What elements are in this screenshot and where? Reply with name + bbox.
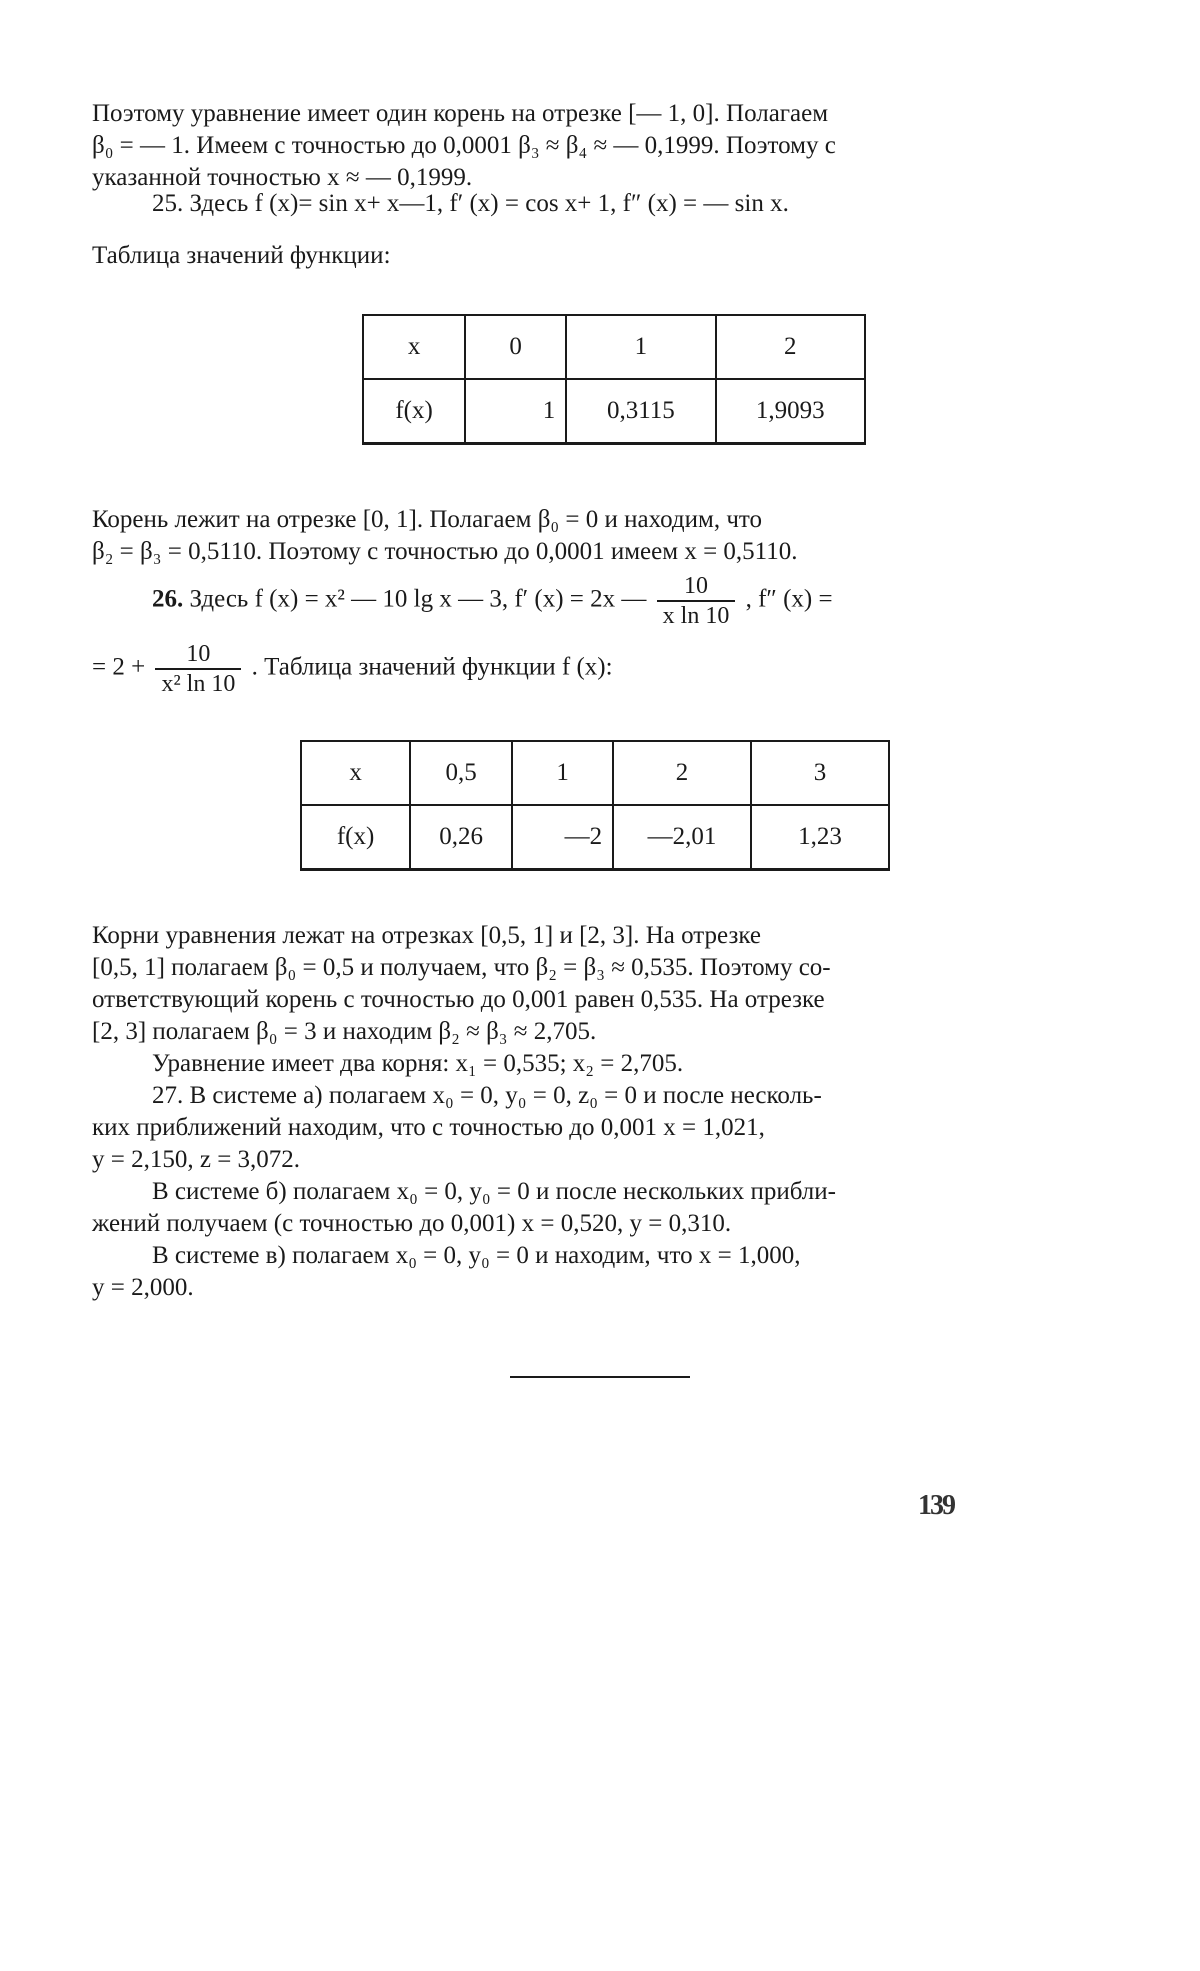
- problem-text: Здесь f (x) = x² — 10 lg x — 3, f′ (x) = 2x —: [189, 585, 647, 613]
- text-line: β₂ = β₃ = 0,5110. Поэтому с точностью до 0,0001 имеем x = 0,5110.: [92, 538, 798, 565]
- text-line: 27. В системе а) полагаем x₀ = 0, y₀ = 0, z₀ = 0 и после несколь-: [152, 1082, 822, 1109]
- text-line: ответствующий корень с точностью до 0,001 равен 0,535. На отрезке: [92, 986, 825, 1013]
- values-table-2: [300, 740, 890, 871]
- problem-text: = 2 +: [92, 653, 146, 681]
- table-cell: x: [363, 315, 465, 379]
- text-line: Поэтому уравнение имеет один корень на отрезке [— 1, 0]. Полагаем: [92, 100, 829, 127]
- table-cell: 3: [751, 741, 889, 805]
- text-line: Уравнение имеет два корня: x₁ = 0,535; x₂ = 2,705.: [152, 1050, 684, 1077]
- table-cell: 0,26: [410, 805, 512, 869]
- problem-25: [92, 188, 1100, 220]
- text-line: [2, 3] полагаем β₀ = 3 и находим β₂ ≈ β₃ ≈ 2,705.: [92, 1018, 597, 1045]
- text-line: y = 2,000.: [92, 1274, 194, 1301]
- problem-26-line-1: [92, 572, 833, 630]
- fraction: [657, 572, 736, 630]
- table-cell: 2: [716, 315, 865, 379]
- table-cell: 1: [566, 315, 715, 379]
- table-caption-1: [92, 240, 1100, 272]
- paragraph-after-table-2: [92, 920, 1100, 1080]
- table-cell: 0: [465, 315, 566, 379]
- text-line: [0,5, 1] полагаем β₀ = 0,5 и получаем, что β₂ = β₃ ≈ 0,535. Поэтому со-: [92, 954, 831, 981]
- table-cell: 1,9093: [716, 379, 865, 443]
- problem-26-line-2: [92, 640, 613, 698]
- fraction: [155, 640, 241, 698]
- table-header-row: [363, 315, 865, 379]
- table-cell: 1: [465, 379, 566, 443]
- table-cell: 2: [613, 741, 751, 805]
- table-cell: —2,01: [613, 805, 751, 869]
- page-number: 139: [918, 1490, 954, 1521]
- problem-text: . Таблица значений функции f (x):: [251, 653, 613, 681]
- text-line: y = 2,150, z = 3,072.: [92, 1146, 301, 1173]
- table-cell: 0,5: [410, 741, 512, 805]
- table-cell: 1: [512, 741, 613, 805]
- fraction-numerator: 10: [186, 641, 211, 667]
- text-line: ких приближений находим, что с точностью до 0,001 x = 1,021,: [92, 1114, 765, 1141]
- table-cell: f(x): [363, 379, 465, 443]
- problem-text: Здесь f (x)= sin x+ x—1, f′ (x) = cos x+ 1, f″ (x) = — sin x.: [189, 190, 789, 217]
- fraction-denominator: x ln 10: [657, 600, 736, 630]
- paragraph-after-table-1: [92, 504, 1100, 568]
- text-line: В системе б) полагаем x₀ = 0, y₀ = 0 и после нескольких прибли-: [152, 1178, 836, 1205]
- problem-25-statement: [92, 188, 1100, 220]
- table-cell: 0,3115: [566, 379, 715, 443]
- table-value-row: [363, 379, 865, 443]
- fraction-denominator: x² ln 10: [155, 668, 241, 698]
- caption-text: Таблица значений функции:: [92, 242, 391, 269]
- table-cell: —2: [512, 805, 613, 869]
- values-table-1: [362, 314, 866, 445]
- table-value-row: [301, 805, 889, 869]
- text-line: жений получаем (с точностью до 0,001) x = 0,520, y = 0,310.: [92, 1210, 732, 1237]
- section-end-rule: [510, 1376, 690, 1378]
- problem-number: 25.: [152, 190, 184, 217]
- table-cell: x: [301, 741, 410, 805]
- intro-paragraph: [92, 98, 1100, 194]
- table-header-row: [301, 741, 889, 805]
- fraction-numerator: 10: [683, 573, 708, 599]
- text-line: В системе в) полагаем x₀ = 0, y₀ = 0 и находим, что x = 1,000,: [152, 1242, 801, 1269]
- table-cell: 1,23: [751, 805, 889, 869]
- problem-27: [92, 1080, 1100, 1304]
- problem-number: 26.: [152, 585, 184, 613]
- text-line: β₀ = — 1. Имеем с точностью до 0,0001 β₃ ≈ β₄ ≈ — 0,1999. Поэтому с: [92, 132, 836, 159]
- text-line: указанной точностью x ≈ — 0,1999.: [92, 164, 473, 191]
- text-line: Корень лежит на отрезке [0, 1]. Полагаем β₀ = 0 и находим, что: [92, 506, 762, 533]
- problem-text: , f″ (x) =: [745, 585, 833, 613]
- table-cell: f(x): [301, 805, 410, 869]
- text-line: Корни уравнения лежат на отрезках [0,5, 1] и [2, 3]. На отрезке: [92, 922, 761, 949]
